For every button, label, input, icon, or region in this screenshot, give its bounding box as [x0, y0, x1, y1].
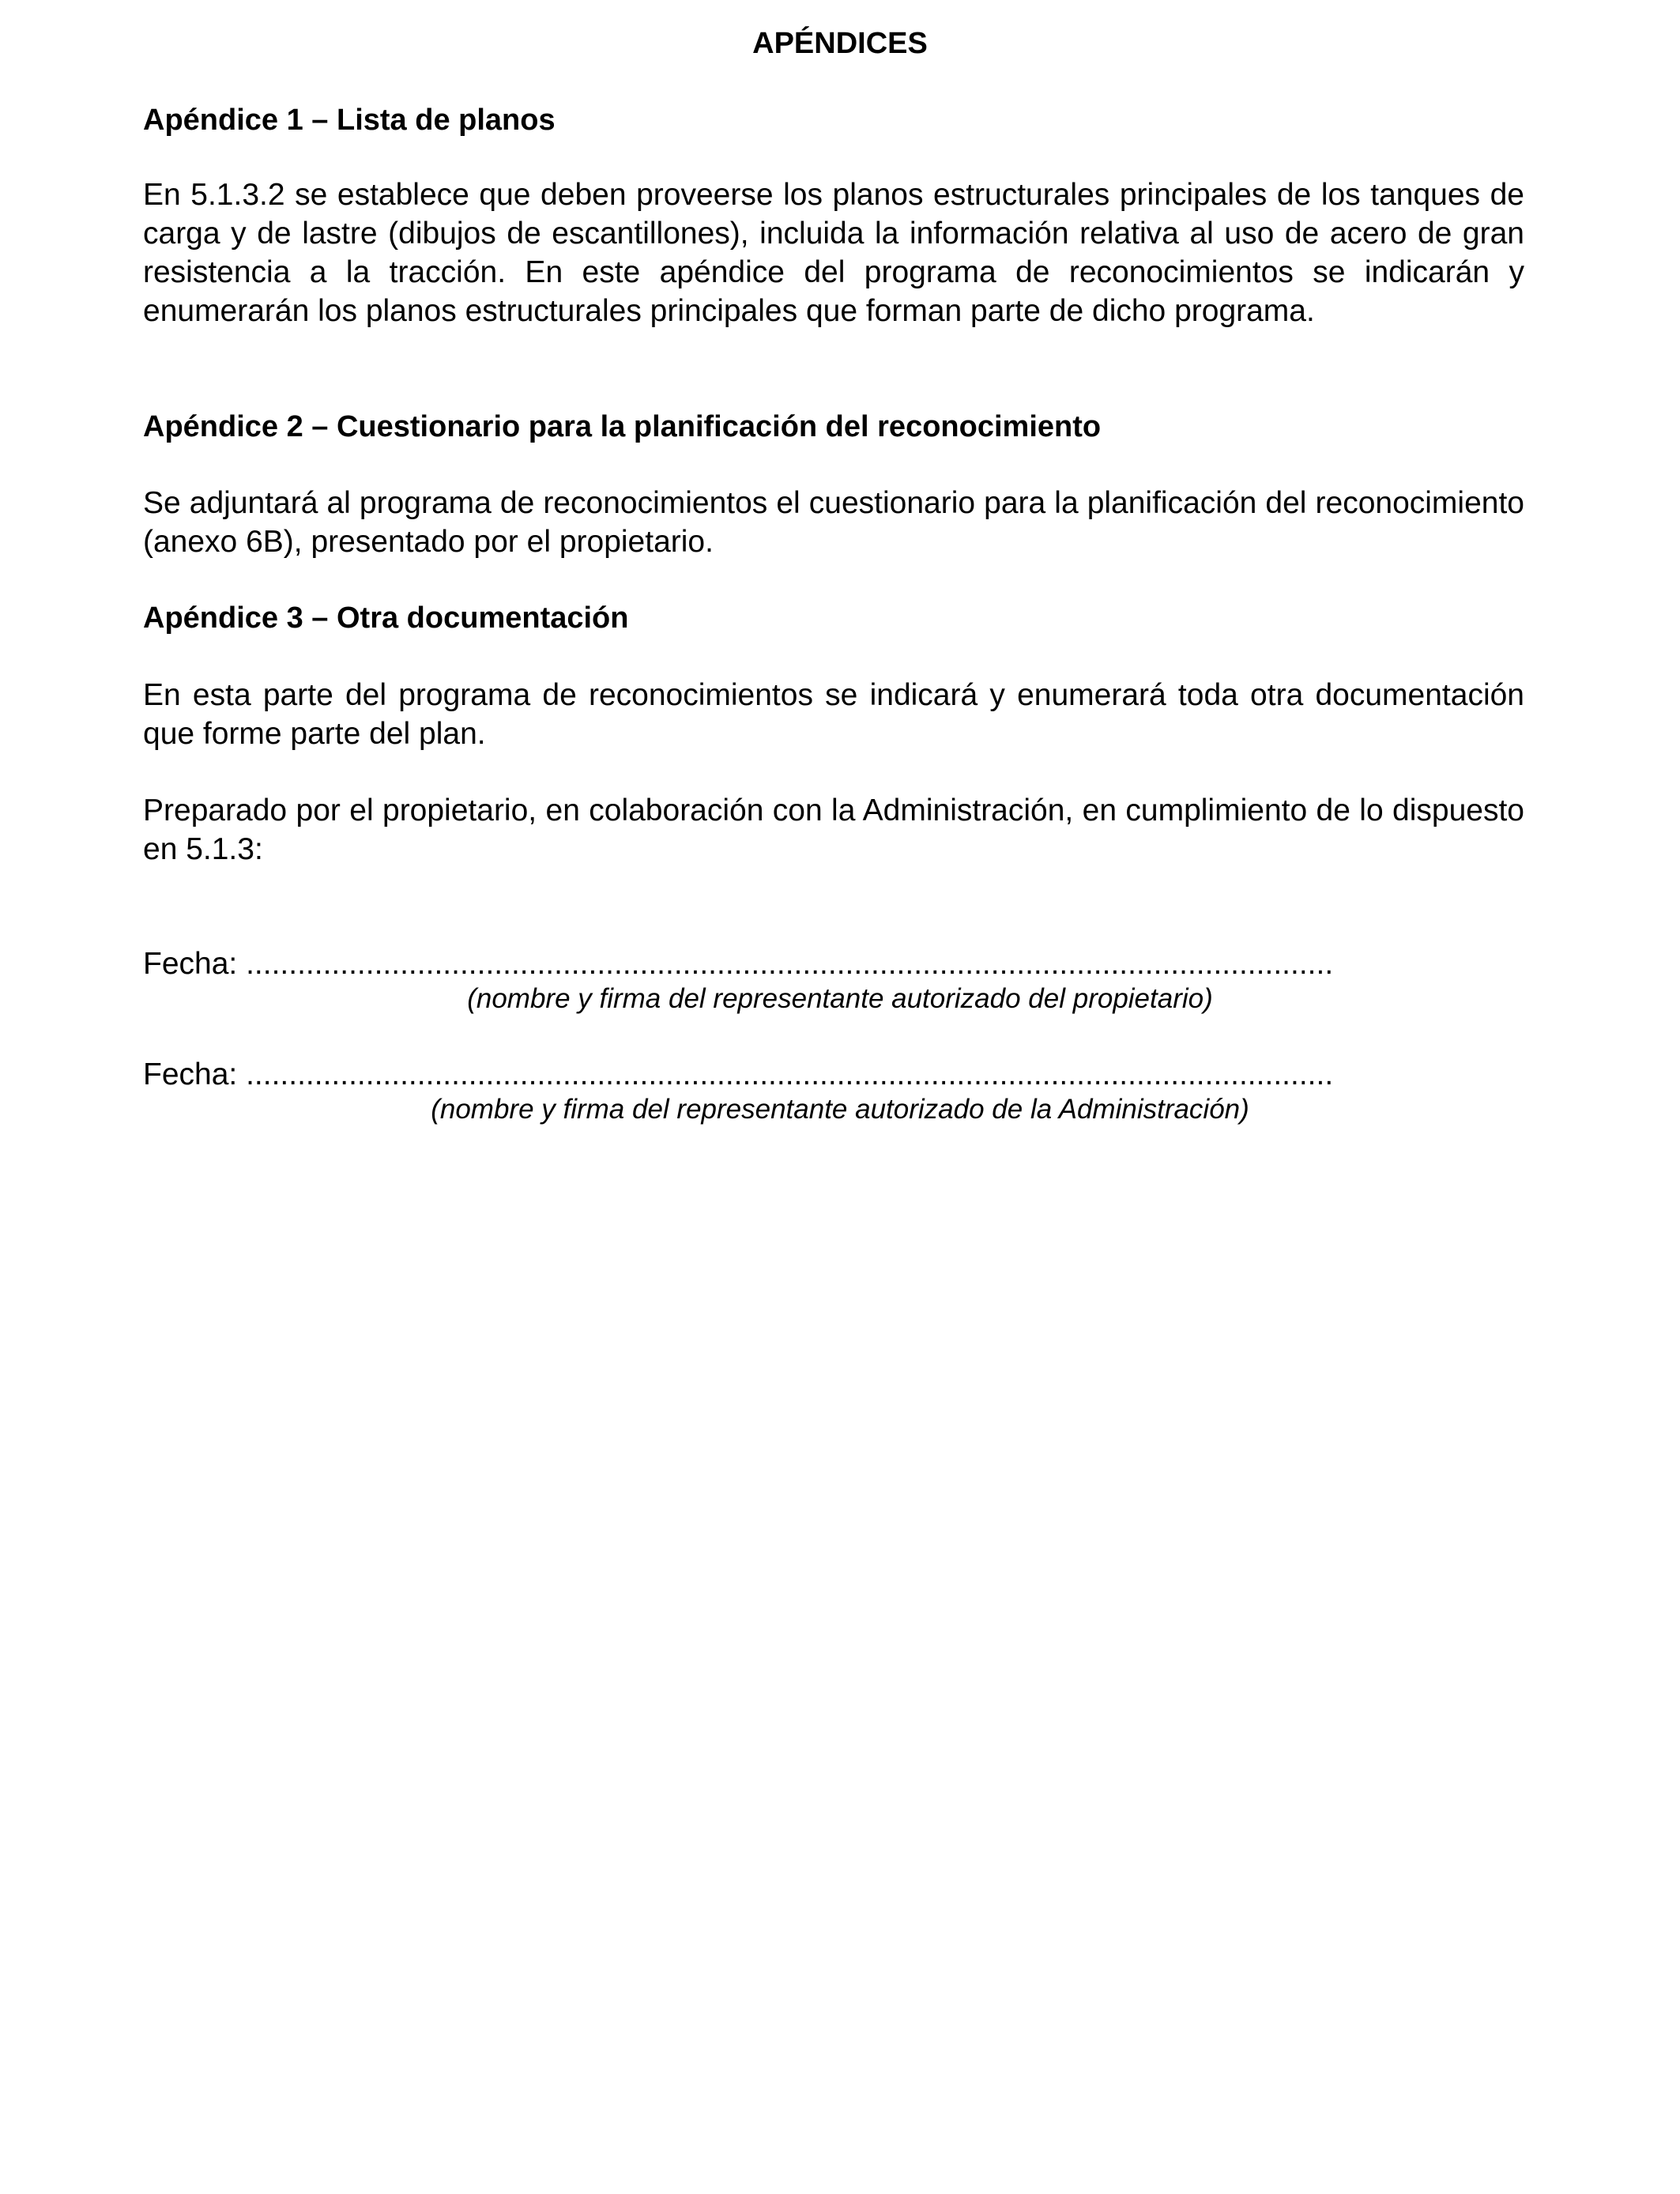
appendix-3-heading: Apéndice 3 – Otra documentación	[143, 601, 629, 635]
page-title: APÉNDICES	[752, 27, 928, 60]
appendix-3-text: En esta parte del programa de reconocimientos se indicará y enumerará toda otra documentación que forme parte del plan.	[143, 678, 1524, 751]
owner-date-signature-line: Fecha: ...............................................................................................................................	[143, 947, 1334, 981]
appendix-1-heading: Apéndice 1 – Lista de planos	[143, 104, 556, 137]
owner-signature-caption: (nombre y firma del representante autorizado del propietario)	[467, 983, 1213, 1014]
appendix-2-heading: Apéndice 2 – Cuestionario para la planificación del reconocimiento	[143, 410, 1102, 443]
appendix-1-text: En 5.1.3.2 se establece que deben proveerse los planos estructurales principales de los tanques de carga y de lastre (dibujos de escantillones), incluida la información relativa al uso de acero de gran resistencia a la tracción. En este apéndice del programa de reconocimientos se indicarán y enumerarán los planos estructurales principales que forman parte de dicho programa.	[143, 178, 1524, 328]
prepared-by-text: Preparado por el propietario, en colaboración con la Administración, en cumplimiento de lo dispuesto en 5.1.3:	[143, 794, 1524, 866]
administration-signature-caption: (nombre y firma del representante autorizado de la Administración)	[431, 1094, 1249, 1125]
administration-date-signature-line: Fecha: ...............................................................................................................................	[143, 1057, 1334, 1091]
appendix-2-text: Se adjuntará al programa de reconocimientos el cuestionario para la planificación del reconocimiento (anexo 6B), presentado por el propietario.	[143, 486, 1524, 559]
